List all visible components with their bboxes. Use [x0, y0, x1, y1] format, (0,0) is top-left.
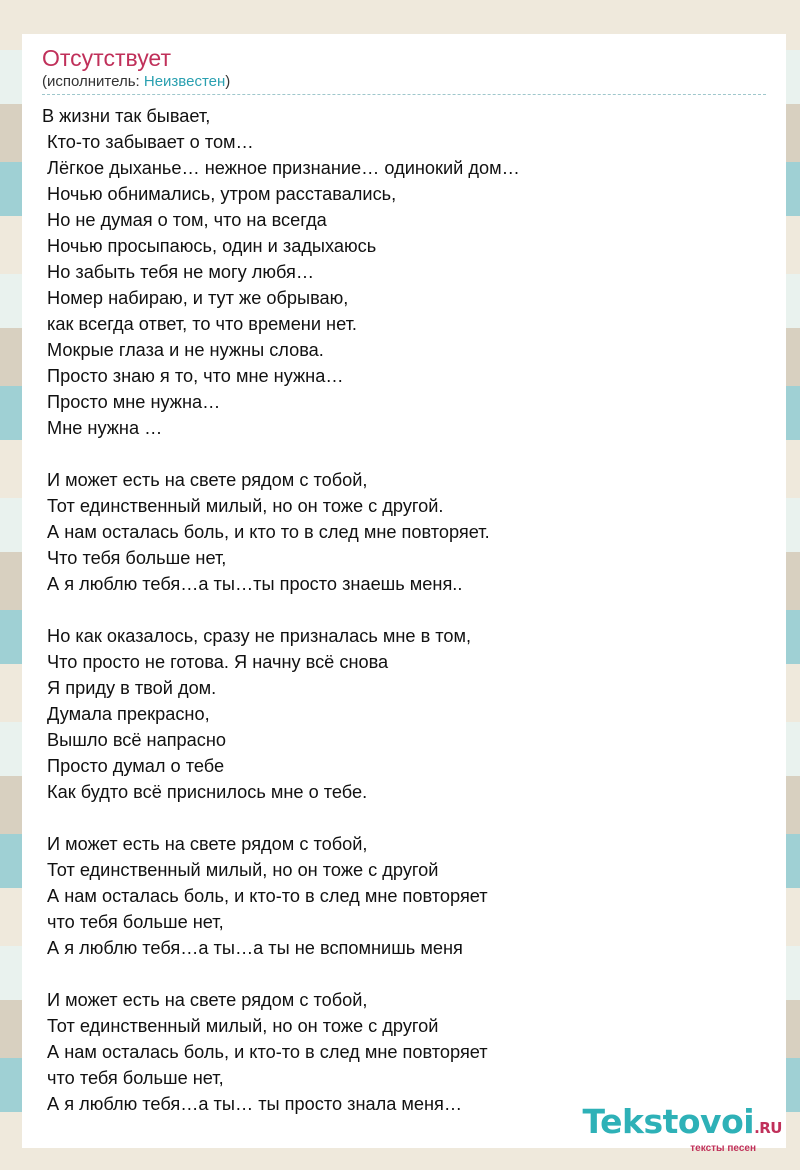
logo-wordmark [582, 1102, 782, 1145]
lyric-line: А я люблю тебя…а ты… ты просто знала меня… [42, 1094, 463, 1114]
lyric-line: Тот единственный милый, но он тоже с другой. [42, 496, 444, 516]
lyric-line: Кто-то забывает о том… [42, 132, 254, 152]
lyric-line: Думала прекрасно, [42, 704, 210, 724]
lyric-line: Что просто не готова. Я начну всё снова [42, 652, 389, 672]
lyric-line: Я приду в твой дом. [42, 678, 217, 698]
lyric-line: Как будто всё приснилось мне о тебе. [42, 782, 368, 802]
lyric-line: Ночью обнимались, утром расставались, [42, 184, 397, 204]
lyric-line: Ночью просыпаюсь, один и задыхаюсь [42, 236, 377, 256]
lyric-line: Просто думал о тебе [42, 756, 225, 776]
lyric-line: А нам осталась боль, и кто то в след мне повторяет. [42, 522, 490, 542]
lyric-line: Но забыть тебя не могу любя… [42, 262, 315, 282]
lyric-line: Просто мне нужна… [42, 392, 221, 412]
lyric-line: И может есть на свете рядом с тобой, [42, 834, 368, 854]
lyric-line: Что тебя больше нет, [42, 548, 227, 568]
lyric-line: что тебя больше нет, [42, 912, 224, 932]
artist-link[interactable]: Неизвестен [143, 73, 226, 90]
lyric-line: А я люблю тебя…а ты…ты просто знаешь меня.. [42, 574, 463, 594]
lyric-line: Но не думая о том, что на всегда [42, 210, 327, 230]
lyric-line: В жизни так бывает, [42, 106, 211, 126]
lyric-line: А я люблю тебя…а ты…а ты не вспомнишь меня [42, 938, 463, 958]
lyrics-card [22, 34, 786, 1148]
artist-prefix: (исполнитель: [42, 73, 144, 90]
stanza-break [42, 805, 766, 831]
lyric-line: Тот единственный милый, но он тоже с другой [42, 1016, 439, 1036]
lyric-line: Вышло всё напрасно [42, 730, 227, 750]
lyric-line: Просто знаю я то, что мне нужна… [42, 366, 344, 386]
lyric-line: Мне нужна … [42, 418, 163, 438]
logo-tld: .RU [754, 1119, 782, 1137]
stanza-break [42, 441, 766, 467]
lyric-line: как всегда ответ, то что времени нет. [42, 314, 357, 334]
song-title: Отсутствует [42, 45, 171, 71]
logo-tagline: тексты песен [690, 1143, 756, 1154]
stanza-break [42, 961, 766, 987]
lyric-line: Мокрые глаза и не нужны слова. [42, 340, 324, 360]
lyrics-text [42, 103, 766, 1117]
lyric-line: А нам осталась боль, и кто-то в след мне повторяет [42, 1042, 488, 1062]
lyric-line: А нам осталась боль, и кто-то в след мне повторяет [42, 886, 488, 906]
lyric-line: И может есть на свете рядом с тобой, [42, 470, 368, 490]
lyric-line: что тебя больше нет, [42, 1068, 224, 1088]
lyric-line: Но как оказалось, сразу не призналась мне в том, [42, 626, 472, 646]
artist-line [42, 72, 766, 95]
logo-name: Tekstovoi [582, 1102, 755, 1141]
lyric-line: Тот единственный милый, но он тоже с другой [42, 860, 439, 880]
stanza-break [42, 597, 766, 623]
lyric-line: Номер набираю, и тут же обрываю, [42, 288, 349, 308]
lyric-line: Лёгкое дыханье… нежное признание… одинокий дом… [42, 158, 520, 178]
site-logo[interactable] [582, 1102, 782, 1154]
artist-suffix: ) [225, 73, 231, 90]
lyric-line: И может есть на свете рядом с тобой, [42, 990, 368, 1010]
